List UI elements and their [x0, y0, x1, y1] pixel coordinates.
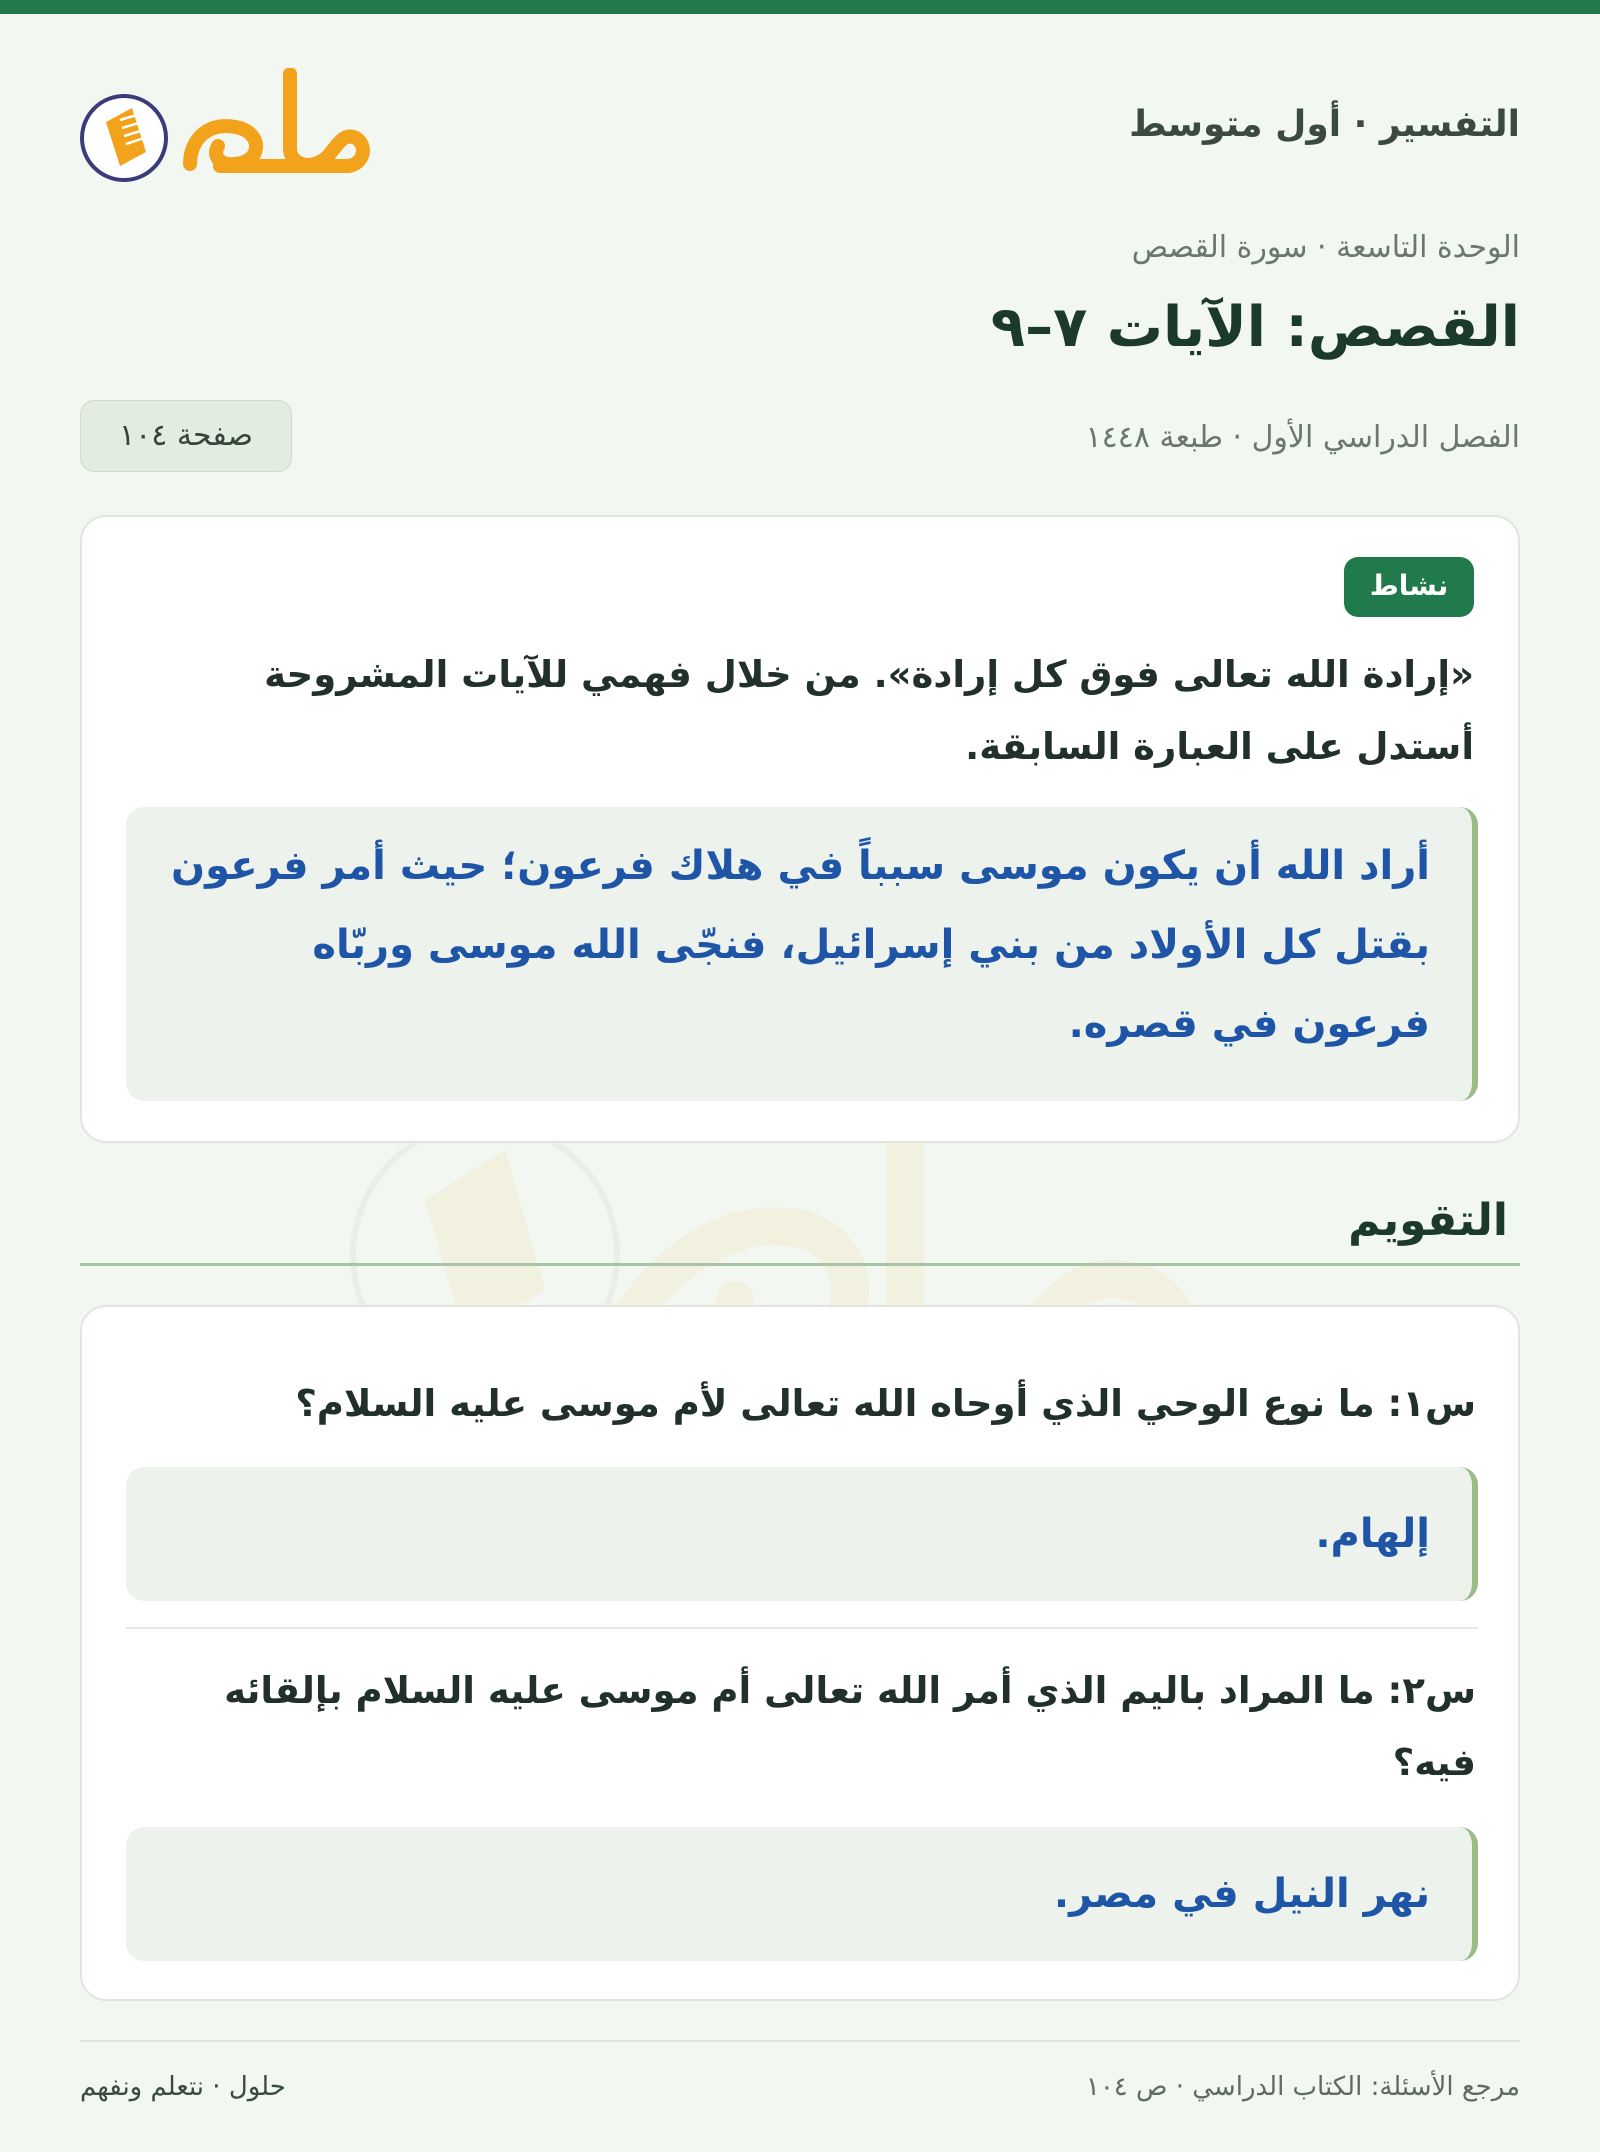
activity-badge: نشاط	[1344, 557, 1474, 617]
section-divider	[80, 1263, 1520, 1266]
question-2: س٢: ما المراد باليم الذي أمر الله تعالى أم موسى عليه السلام بإلقائه فيه؟	[224, 1669, 1476, 1784]
footer-brand: حلول · نتعلم ونفهم	[80, 2072, 286, 2102]
lesson-title: القصص: الآيات ٧–٩	[990, 295, 1520, 360]
footer-divider	[80, 2040, 1520, 2042]
page-header	[80, 62, 1520, 192]
activity-answer: أراد الله أن يكون موسى سبباً في هلاك فرعون؛ حيث أمر فرعون بقتل كل الأولاد من بني إسرائيل، فنجّى الله موسى وربّاه فرعون في قصره.	[126, 807, 1478, 1101]
footer-reference: مرجع الأسئلة: الكتاب الدراسي · ص ١٠٤	[1085, 2072, 1520, 2102]
section-heading-evaluation: التقويم	[1348, 1195, 1508, 1246]
activity-prompt: «إرادة الله تعالى فوق كل إرادة». من خلال فهمي للآيات المشروحة أستدل على العبارة السابقة.	[264, 653, 1474, 768]
question-divider	[126, 1627, 1478, 1629]
question-1: س١: ما نوع الوحي الذي أوحاه الله تعالى لأم موسى عليه السلام؟	[295, 1382, 1476, 1425]
top-accent-bar	[0, 0, 1600, 14]
page-number-chip[interactable]: صفحة ١٠٤	[80, 400, 292, 472]
course-title: التفسير · أول متوسط	[1129, 104, 1520, 145]
answer-1: إلهام.	[126, 1467, 1478, 1601]
term-edition: الفصل الدراسي الأول · طبعة ١٤٤٨	[1085, 420, 1520, 455]
answer-2: نهر النيل في مصر.	[126, 1827, 1478, 1961]
book-logo-icon[interactable]	[80, 68, 370, 186]
activity-card	[80, 515, 1520, 1143]
unit-breadcrumb: الوحدة التاسعة · سورة القصص	[1131, 230, 1520, 265]
